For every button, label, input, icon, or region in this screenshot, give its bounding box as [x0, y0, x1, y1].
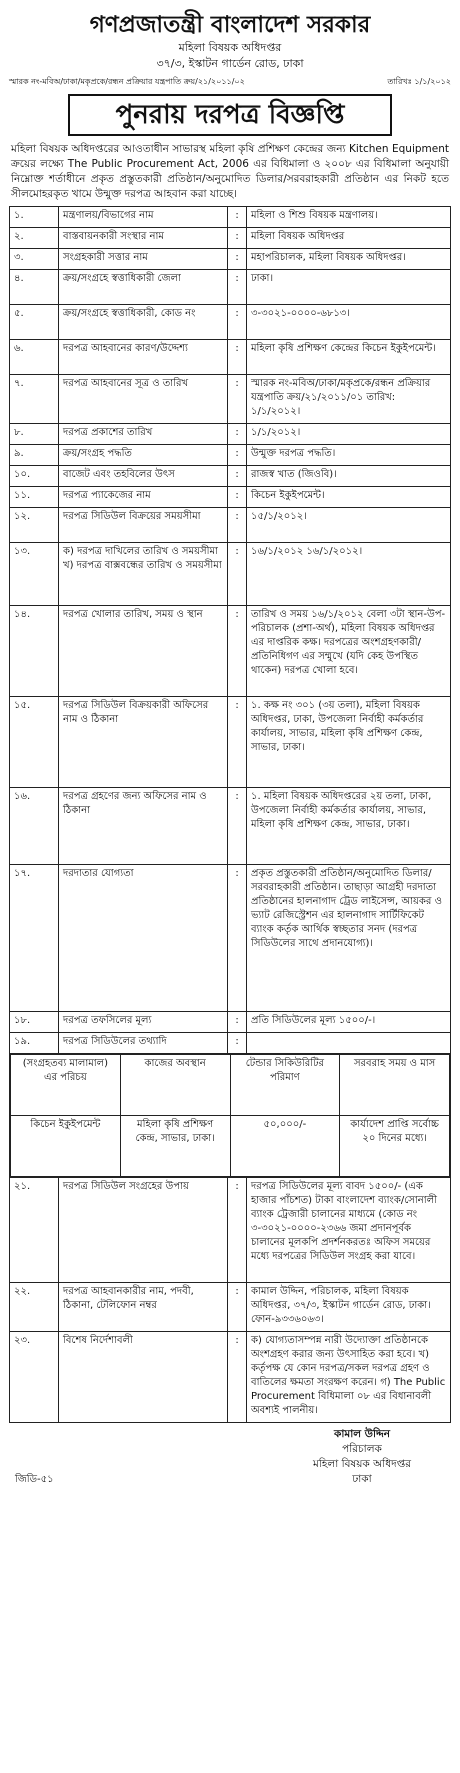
row-label: ক) দরপত্র দাখিলের তারিখ ও সময়সীমা খ) দরপত্র বাক্সবন্ধের তারিখ ও সময়সীমা	[59, 543, 228, 606]
row-label: দরপত্র খোলার তারিখ, সময় ও স্থান	[59, 606, 228, 697]
table-row	[10, 487, 451, 508]
schedule-cell-security: ৫০,০০০/-	[230, 1116, 340, 1177]
row-colon: :	[228, 508, 247, 543]
row-colon: :	[228, 1283, 247, 1332]
row-colon: :	[228, 1033, 247, 1054]
row-number: ১৫.	[10, 697, 59, 788]
row-value: মহাপরিচালক, মহিলা বিষয়ক অধিদপ্তর।	[247, 249, 451, 270]
row-value: প্রতি সিডিউলের মূল্য ১৫০০/-।	[247, 1012, 451, 1033]
signature-block	[313, 1427, 411, 1487]
signatory-name: কামাল উদ্দিন	[334, 1428, 390, 1440]
memo-date: তারিখঃ ১/১/২০১২	[387, 77, 451, 86]
row-number: ৪.	[10, 270, 59, 305]
row-colon: :	[228, 270, 247, 305]
row-colon: :	[228, 445, 247, 466]
row-value: ১. কক্ষ নং ৩০১ (৩য় তলা), মহিলা বিষয়ক অধিদপ্তর, ঢাকা, উপজেলা নির্বাহী কর্মকর্তার কার্যালয়, সাভার, মহিলা কৃষি প্রশিক্ষণ কেন্দ্র, সাভার, ঢাকা।	[247, 697, 451, 788]
row-value: ১/১/২০১২।	[247, 424, 451, 445]
schedule-row	[10, 1054, 451, 1178]
row-colon: :	[228, 1178, 247, 1283]
office-address: ৩৭/৩, ইস্কাটন গার্ডেন রোড, ঢাকা	[156, 57, 304, 70]
table-row	[10, 466, 451, 487]
row-colon: :	[228, 424, 247, 445]
row-label: দরপত্র সিডিউলের তথ্যাদি	[59, 1033, 228, 1054]
table-row	[10, 305, 451, 340]
row-number: ২.	[10, 228, 59, 249]
row-value: তারিখ ও সময় ১৬/১/২০১২ বেলা ৩টা স্থান-উপ-পরিচালক (প্রশা-অর্থ), মহিলা বিষয়ক অধিদপ্তর এর দাপ্তরিক কক্ষ। দরপত্রের অংশগ্রহণকারী/ প্রতিনিধিগণ এর সম্মুখে (যদি কেহ উপস্থিত থাকেন) দরপত্র খোলা হবে।	[247, 606, 451, 697]
row-value: দরপত্র সিডিউলের মূল্য বাবদ ১৫০০/- (এক হাজার পাঁচশত) টাকা বাংলাদেশ ব্যাংক/সোনালী ব্যাংক ট্রেজারী চালানের মাধ্যমে (কোড নং ৩-৩০২১-০০০০-২৩৬৬ জমা প্রদানপূর্বক চালানের মূলকপি প্রদর্শনকরতঃ অফিস সময়ের মধ্যে দরপত্রের সিডিউল সংগ্রহ করা যাবে।	[247, 1178, 451, 1283]
row-colon: :	[228, 1012, 247, 1033]
table-row	[10, 445, 451, 466]
row-number: ১৭.	[10, 865, 59, 1012]
table-row	[10, 697, 451, 788]
row-number: ৫.	[10, 305, 59, 340]
row-number: ১৮.	[10, 1012, 59, 1033]
row-colon: :	[228, 466, 247, 487]
row-label: দরপত্র আহবানের কারণ/উদ্দেশ্য	[59, 340, 228, 375]
row-colon: :	[228, 305, 247, 340]
row-label: দরপত্র সিডিউল বিক্রয়কারী অফিসের নাম ও ঠিকানা	[59, 697, 228, 788]
row-number: ১৪.	[10, 606, 59, 697]
row-colon: :	[228, 487, 247, 508]
row-colon: :	[228, 606, 247, 697]
govt-title: গণপ্রজাতন্ত্রী বাংলাদেশ সরকার	[89, 12, 371, 38]
row-value: স্মারক নং-মবিঅ/ঢাকা/মকৃপ্রকে/রন্ধন প্রক্রিয়ার যন্ত্রপাতি ক্রয়/২১/২০১১/০১ তারিখ: ১/১/২০১২।	[247, 375, 451, 424]
row-number: ১১.	[10, 487, 59, 508]
table-row	[10, 543, 451, 606]
row-colon: :	[228, 543, 247, 606]
row-number: ৬.	[10, 340, 59, 375]
footer	[9, 1423, 451, 1493]
signatory-office: মহিলা বিষয়ক অধিদপ্তর	[313, 1458, 411, 1470]
row-label: ক্রয়/সংগ্রহে স্বত্তাধিকারী জেলা	[59, 270, 228, 305]
row-value: প্রকৃত প্রস্তুতকারী প্রতিষ্ঠান/অনুমোদিত ডিলার/সরবরাহকারী প্রতিষ্ঠান। তাছাড়া আগ্রহী দরদাতা প্রতিষ্ঠানের হালনাগাদ ট্রেড লাইসেন্স, আয়কর ও ভ্যাট রেজিস্ট্রেশন এর হালনাগাদ সার্টিফিকেট ব্যাংক কর্তৃক আর্থিক স্বচ্ছতার সনদ (দরপত্র সিডিউলের সাথে প্রদানযোগ্য)।	[247, 865, 451, 1012]
row-value: রাজস্ব খাত (জিওবি)।	[247, 466, 451, 487]
schedule-cell-item: কিচেন ইকুইপমেন্ট	[11, 1116, 121, 1177]
row-number: ৩.	[10, 249, 59, 270]
tender-table	[9, 206, 451, 1423]
row-label: দরদাতার যোগ্যতা	[59, 865, 228, 1012]
table-row	[10, 1283, 451, 1332]
schedule-cell-location: মহিলা কৃষি প্রশিক্ষণ কেন্দ্র, সাভার, ঢাকা।	[120, 1116, 230, 1177]
row-value: ১৫/১/২০১২।	[247, 508, 451, 543]
table-row	[10, 249, 451, 270]
row-number: ১৯.	[10, 1033, 59, 1054]
table-row	[10, 1033, 451, 1054]
table-row	[10, 865, 451, 1012]
table-row	[10, 228, 451, 249]
table-row	[10, 207, 451, 228]
table-row	[10, 270, 451, 305]
row-value: ১৬/১/২০১২ ১৬/১/২০১২।	[247, 543, 451, 606]
row-colon: :	[228, 228, 247, 249]
memo-number: স্মারক নং-মবিঅ/ঢাকা/মকৃপ্রকে/রন্ধন প্রক্রিয়ার যন্ত্রপাতি ক্রয়/২১/২০১১/০২	[9, 77, 245, 86]
table-row	[10, 788, 451, 865]
table-row	[10, 340, 451, 375]
office-name: মহিলা বিষয়ক অধিদপ্তর	[178, 41, 282, 54]
row-number: ১.	[10, 207, 59, 228]
schedule-cell-delivery: কার্যাদেশ প্রাপ্তি সর্বোচ্চ ২০ দিনের মধ্যে।	[340, 1116, 450, 1177]
table-row	[10, 1178, 451, 1283]
row-value: মহিলা ও শিশু বিষয়ক মন্ত্রণালয়।	[247, 207, 451, 228]
row-colon: :	[228, 340, 247, 375]
table-row	[10, 1332, 451, 1423]
row-colon: :	[228, 249, 247, 270]
table-row	[10, 606, 451, 697]
table-row	[10, 1012, 451, 1033]
schedule-header-location: কাজের অবস্থান	[120, 1055, 230, 1116]
row-value: ১. মহিলা বিষয়ক অধিদপ্তরের ২য় তলা, ঢাকা, উপজেলা নির্বাহী কর্মকর্তার কার্যালয়, সাভার, মহিলা কৃষি প্রশিক্ষণ কেন্দ্র, সাভার, ঢাকা।	[247, 788, 451, 865]
row-number: ৮.	[10, 424, 59, 445]
row-colon: :	[228, 865, 247, 1012]
row-value: ক) যোগ্যতাসম্পন্ন নারী উদ্যোক্তা প্রতিষ্ঠানকে অংশগ্রহণ করার জন্য উৎসাহিত করা হবে। খ) কর্তৃপক্ষ যে কোন দরপত্র/সকল দরপত্র গ্রহণ ও বাতিলের ক্ষমতা সংরক্ষণ করেন। গ) The Public Procurement বিধিমালা ০৮ এর বিধানাবলী অবশ্যই পালনীয়।	[247, 1332, 451, 1423]
row-label: বাজেট এবং তহবিলের উৎস	[59, 466, 228, 487]
notice-banner: পুনরায় দরপত্র বিজ্ঞপ্তি	[68, 94, 392, 136]
signatory-city: ঢাকা	[352, 1473, 372, 1485]
schedule-table	[10, 1054, 450, 1177]
row-label: দরপত্র গ্রহণের জন্য অফিসের নাম ও ঠিকানা	[59, 788, 228, 865]
row-label: ক্রয়/সংগ্রহে স্বত্তাধিকারী, কোড নং	[59, 305, 228, 340]
row-number: ২৩.	[10, 1332, 59, 1423]
row-value: কামাল উদ্দিন, পরিচালক, মহিলা বিষয়ক অধিদপ্তর, ৩৭/৩, ইস্কাটন গার্ডেন রোড, ঢাকা। ফোন-৯৩৩৬০৬৩।	[247, 1283, 451, 1332]
row-number: ২১.	[10, 1178, 59, 1283]
schedule-header-delivery: সরবরাহ সময় ও মাস	[340, 1055, 450, 1116]
row-colon: :	[228, 207, 247, 228]
row-value: ঢাকা।	[247, 270, 451, 305]
row-number: ৯.	[10, 445, 59, 466]
row-value: মহিলা কৃষি প্রশিক্ষণ কেন্দ্রের কিচেন ইকুইপমেন্ট।	[247, 340, 451, 375]
memo-line	[9, 76, 451, 88]
row-number: ১২.	[10, 508, 59, 543]
row-value: মহিলা বিষয়ক অধিদপ্তর	[247, 228, 451, 249]
schedule-header-item: (সংগ্রহতব্য মালামাল) এর পরিচয়	[11, 1055, 121, 1116]
row-colon: :	[228, 1332, 247, 1423]
row-value: উন্মুক্ত দরপত্র পদ্ধতি।	[247, 445, 451, 466]
tender-notice	[9, 0, 451, 1493]
row-label: দরপত্র প্রকাশের তারিখ	[59, 424, 228, 445]
signatory-designation: পরিচালক	[342, 1443, 382, 1455]
row-number: ১০.	[10, 466, 59, 487]
table-row	[10, 375, 451, 424]
row-label: বিশেষ নির্দেশাবলী	[59, 1332, 228, 1423]
row-number: ১৬.	[10, 788, 59, 865]
row-label: বাস্তবায়নকারী সংস্থার নাম	[59, 228, 228, 249]
row-label: দরপত্র সিডিউল সংগ্রহের উপায়	[59, 1178, 228, 1283]
gd-code: জিডি-৫১	[15, 1474, 54, 1485]
table-row	[10, 424, 451, 445]
table-row	[10, 508, 451, 543]
row-label: সংগ্রহকারী সত্তার নাম	[59, 249, 228, 270]
intro-paragraph: মহিলা বিষয়ক অধিদপ্তরের আওতাধীন সাভারস্থ মহিলা কৃষি প্রশিক্ষণ কেন্দ্রের জন্য Kitchen Equipment ক্রয়ের লক্ষ্যে The Public Procurement Act, 2006 এর বিধিমালা ও ২০০৮ এর বিধিমালা অনুযায়ী নিম্নোক্ত শর্তাধীনে প্রকৃত প্রস্তুতকারী প্রতিষ্ঠান/অনুমোদিত ডিলার/সরবরাহকারী প্রতিষ্ঠান এর নিকট হতে সীলমোহরকৃত খামে উন্মুক্ত দরপত্র আহবান করা যাচ্ছে।	[11, 143, 449, 200]
row-value: কিচেন ইকুইপমেন্ট।	[247, 487, 451, 508]
row-label: দরপত্র সিডিউল বিক্রয়ের সময়সীমা	[59, 508, 228, 543]
row-value	[247, 1033, 451, 1054]
row-label: দরপত্র আহবানকারীর নাম, পদবী, ঠিকানা, টেলিফোন নম্বর	[59, 1283, 228, 1332]
row-number: ১৩.	[10, 543, 59, 606]
row-colon: :	[228, 375, 247, 424]
row-label: মন্ত্রণালয়/বিভাগের নাম	[59, 207, 228, 228]
row-number: ২২.	[10, 1283, 59, 1332]
row-colon: :	[228, 697, 247, 788]
row-label: দরপত্র আহবানের সূত্র ও তারিখ	[59, 375, 228, 424]
row-value: ৩-৩০২১-০০০০-৬৮১৩।	[247, 305, 451, 340]
row-number: ৭.	[10, 375, 59, 424]
row-label: দরপত্র প্যাকেজের নাম	[59, 487, 228, 508]
row-label: দরপত্র তফসিলের মূল্য	[59, 1012, 228, 1033]
row-label: ক্রয়/সংগ্রহ পদ্ধতি	[59, 445, 228, 466]
row-colon: :	[228, 788, 247, 865]
schedule-header-security: টেন্ডার সিকিউরিটির পরিমাণ	[230, 1055, 340, 1116]
